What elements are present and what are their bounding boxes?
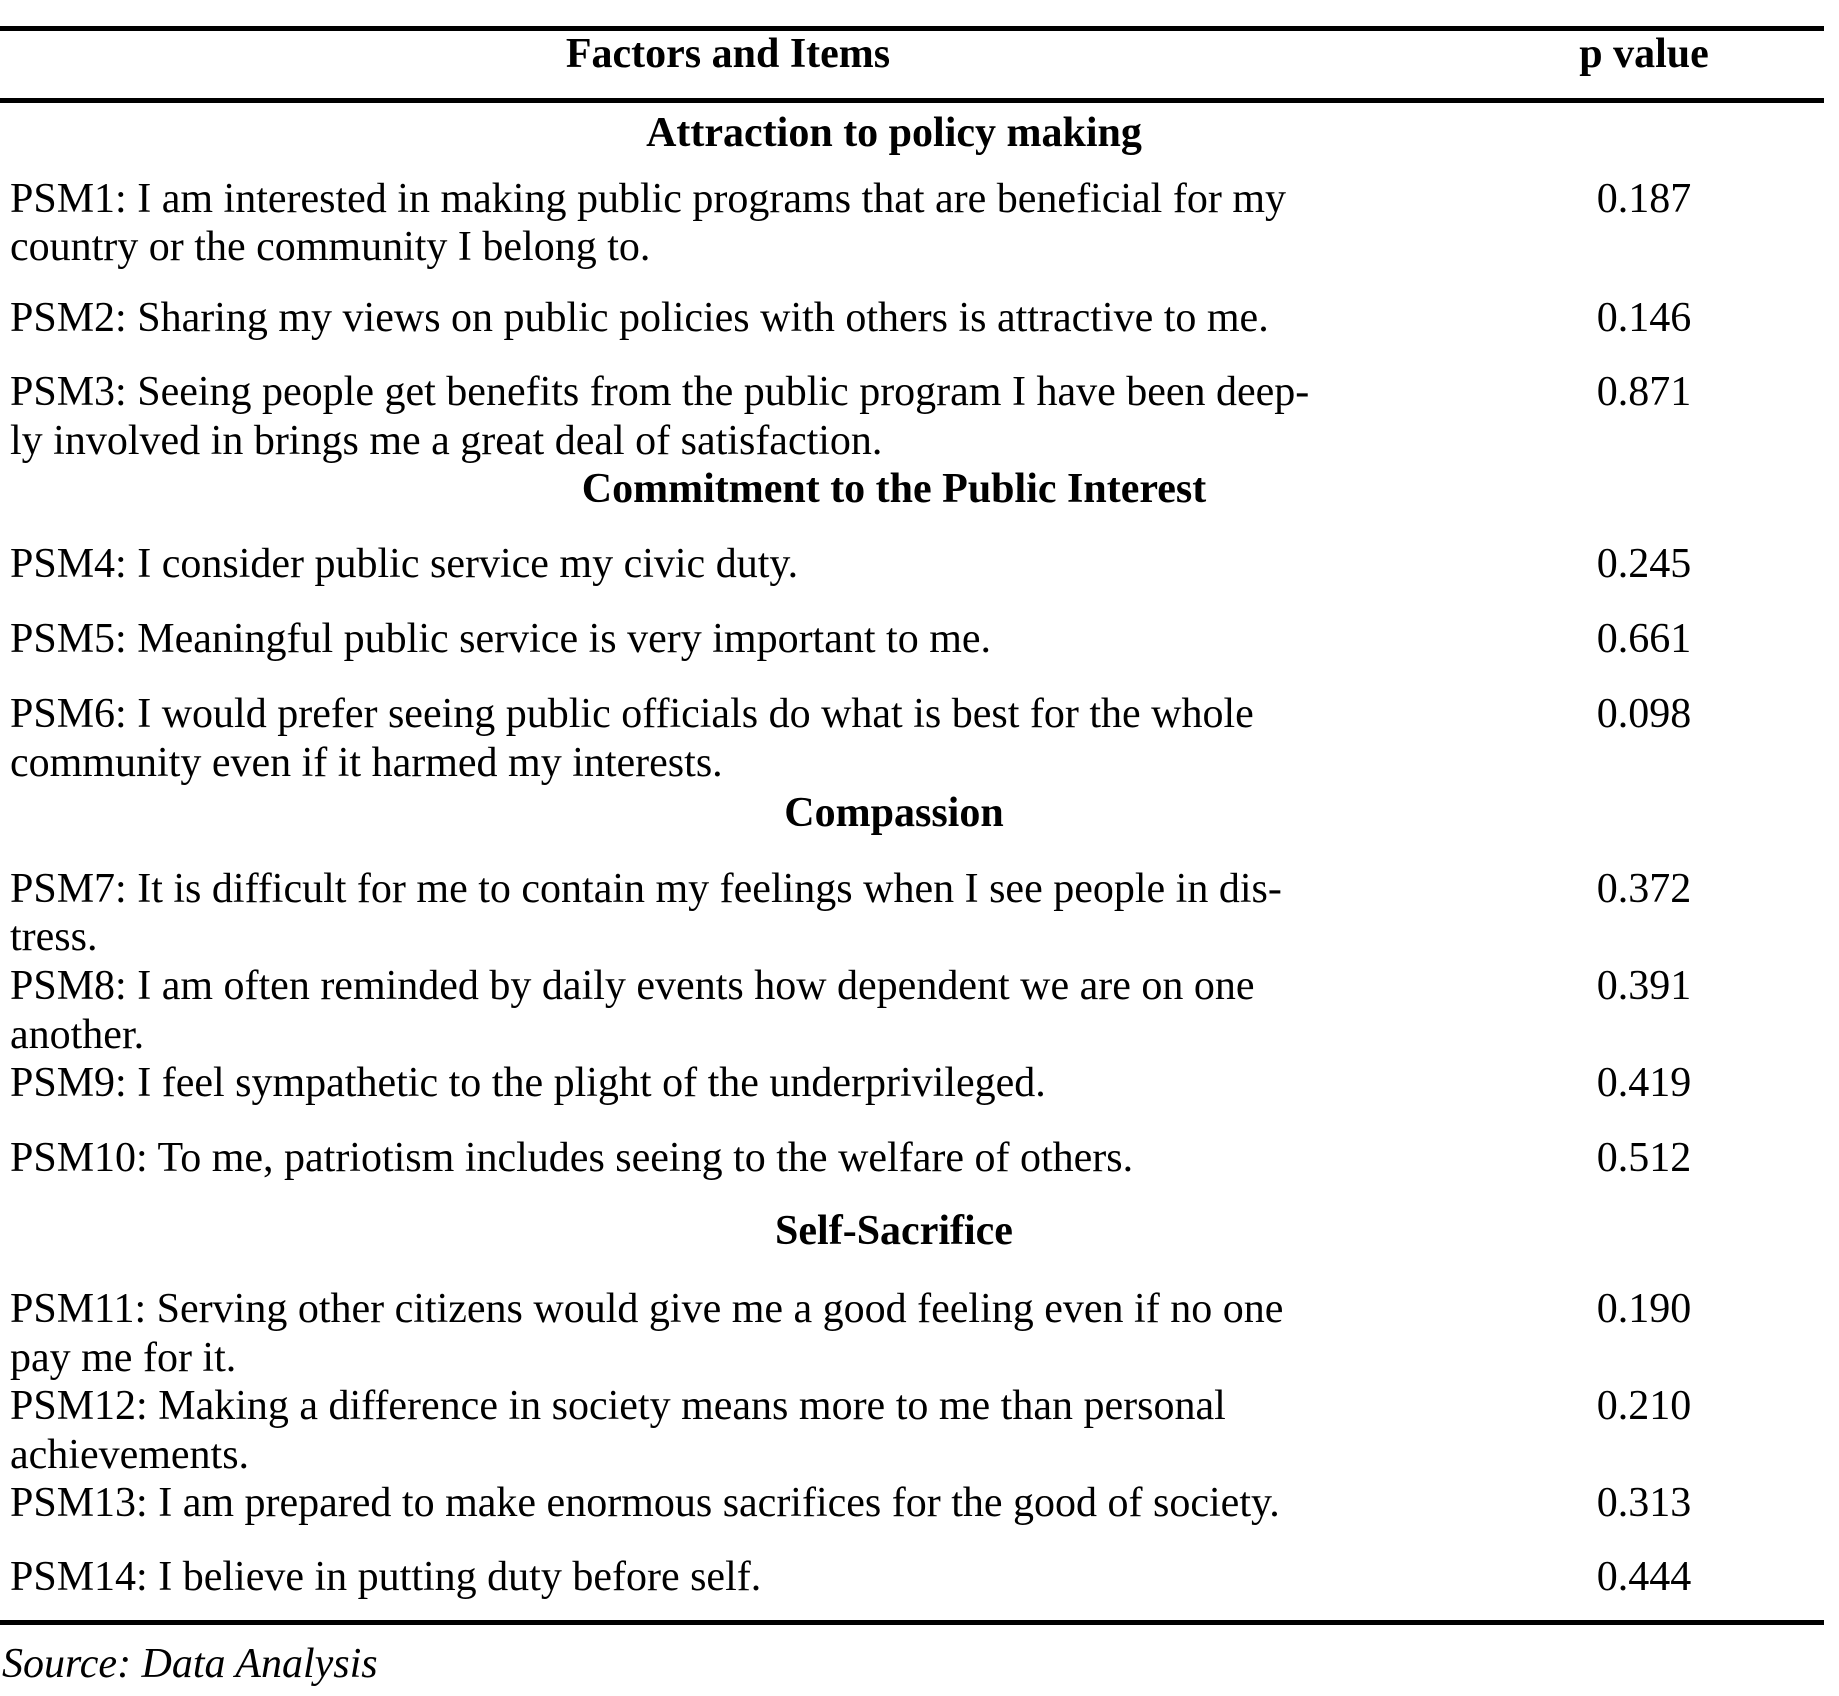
group-heading-compassion: Compassion <box>784 790 1004 836</box>
p-value: 0.313 <box>1596 1480 1692 1526</box>
item-text-continued: achievements. <box>10 1432 250 1478</box>
item-text: PSM14: I believe in putting duty before self. <box>10 1554 762 1600</box>
group-heading-commitment: Commitment to the Public Interest <box>581 466 1207 512</box>
item-text: PSM8: I am often reminded by daily events how dependent we are on one <box>10 963 1255 1009</box>
p-value: 0.512 <box>1596 1135 1692 1181</box>
p-value: 0.871 <box>1596 369 1692 415</box>
item-text: PSM11: Serving other citizens would give me a good feeling even if no one <box>10 1286 1284 1332</box>
p-value: 0.661 <box>1596 616 1692 662</box>
item-text-continued: community even if it harmed my interests. <box>10 740 723 786</box>
header-rule <box>0 98 1824 103</box>
p-value: 0.391 <box>1596 963 1692 1009</box>
item-text: PSM13: I am prepared to make enormous sacrifices for the good of society. <box>10 1480 1280 1526</box>
p-value: 0.372 <box>1596 866 1692 912</box>
p-value: 0.098 <box>1596 691 1692 737</box>
item-text: PSM9: I feel sympathetic to the plight of the underprivileged. <box>10 1060 1046 1106</box>
group-heading-self-sacrifice: Self-Sacrifice <box>775 1208 1013 1254</box>
item-text: PSM12: Making a difference in society means more to me than personal <box>10 1383 1226 1429</box>
p-value: 0.245 <box>1596 541 1692 587</box>
p-value: 0.419 <box>1596 1060 1692 1106</box>
item-text: PSM2: Sharing my views on public policies with others is attractive to me. <box>10 295 1269 341</box>
p-value: 0.444 <box>1596 1554 1692 1600</box>
p-value: 0.210 <box>1596 1383 1692 1429</box>
item-text-continued: ly involved in brings me a great deal of satisfaction. <box>10 418 883 464</box>
source-note: Source: Data Analysis <box>2 1641 378 1687</box>
item-text: PSM6: I would prefer seeing public officials do what is best for the whole <box>10 691 1254 737</box>
column-header-factors-and-items: Factors and Items <box>565 31 891 77</box>
group-heading-attraction: Attraction to policy making <box>646 110 1142 156</box>
p-value: 0.146 <box>1596 295 1692 341</box>
item-text-continued: tress. <box>10 914 98 960</box>
item-text: PSM4: I consider public service my civic duty. <box>10 541 799 587</box>
item-text: PSM5: Meaningful public service is very important to me. <box>10 616 992 662</box>
p-value: 0.190 <box>1596 1286 1692 1332</box>
item-text-continued: pay me for it. <box>10 1335 237 1381</box>
item-text: PSM1: I am interested in making public programs that are beneficial for my <box>10 176 1286 222</box>
p-value: 0.187 <box>1596 176 1692 222</box>
item-text-continued: country or the community I belong to. <box>10 224 651 270</box>
column-header-p-value: p value <box>1579 31 1709 77</box>
item-text-continued: another. <box>10 1012 145 1058</box>
item-text: PSM10: To me, patriotism includes seeing to the welfare of others. <box>10 1135 1134 1181</box>
item-text: PSM3: Seeing people get benefits from the public program I have been deep- <box>10 369 1310 415</box>
item-text: PSM7: It is difficult for me to contain my feelings when I see people in dis- <box>10 866 1282 912</box>
bottom-rule <box>0 1620 1824 1625</box>
